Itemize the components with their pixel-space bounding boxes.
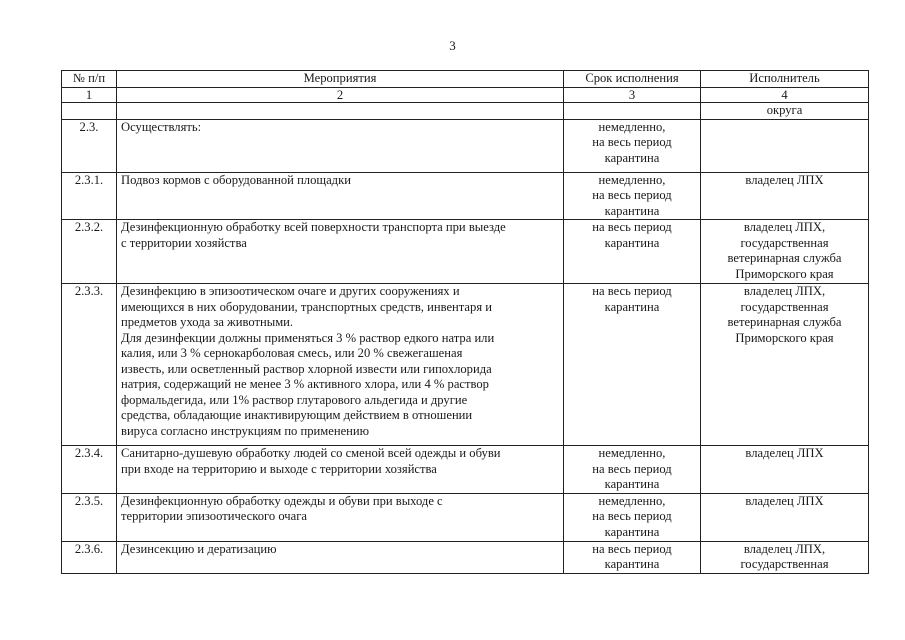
row-executor [701, 541, 869, 573]
row-deadline-line: на весь период [592, 509, 672, 523]
row-deadline [564, 493, 701, 541]
row-executor [701, 493, 869, 541]
table-row [62, 119, 869, 172]
row-number: 2.3.2. [62, 220, 117, 284]
row-deadline [564, 220, 701, 284]
row-deadline-line: немедленно, [598, 493, 666, 508]
row-deadline-line: карантина [604, 203, 660, 218]
table-header-row [62, 71, 869, 88]
row-executor [701, 284, 869, 446]
row-measure-line: территории эпизоотического очага [121, 509, 307, 523]
row-deadline-line: карантина [604, 299, 660, 314]
row-measure [117, 220, 564, 284]
row-number [62, 103, 117, 120]
column-number: 2 [117, 88, 564, 103]
row-executor-line: Приморского края [735, 266, 834, 281]
row-executor-line: ветеринарная служба [727, 251, 842, 265]
row-measure-line: Для дезинфекции должны применяться 3 % раствор едкого натра или [121, 330, 495, 345]
row-deadline-line: на весь период [592, 461, 672, 476]
row-measure-line: средства, обладающие инактивирующим действием в отношении [121, 408, 473, 422]
row-deadline [564, 284, 701, 446]
row-executor-line: государственная [740, 299, 829, 314]
row-measure-line: формальдегида, или 1% раствор глутарового альдегида и другие [121, 392, 468, 407]
table-row [62, 284, 869, 446]
row-measure [117, 493, 564, 541]
row-deadline [564, 103, 701, 120]
row-measure-line: вируса согласно инструкциям по применению [121, 423, 370, 438]
row-deadline-line: карантина [604, 235, 660, 250]
row-measure-line: калия, или 3 % сернокарболовая смесь, или 20 % свежегашеная [121, 346, 463, 360]
row-deadline-line: на весь период [592, 220, 672, 234]
row-deadline-line: на весь период [592, 541, 672, 556]
column-number: 3 [564, 88, 701, 103]
table-row [62, 446, 869, 494]
table-row [62, 172, 869, 220]
row-measure-line: известь, или осветленный раствор хлорной извести или гипохлорида [121, 361, 492, 376]
row-measure [117, 446, 564, 494]
row-deadline-line: немедленно, [598, 446, 666, 460]
table-row [62, 103, 869, 120]
row-measure-line: имеющихся в них оборудовании, транспортных средств, инвентаря и [121, 299, 493, 314]
row-measure-line: Дезинсекцию и дератизацию [121, 541, 277, 556]
header-deadline: Срок исполнения [564, 71, 701, 88]
measures-table [61, 70, 869, 574]
row-deadline [564, 446, 701, 494]
row-measure-line: Дезинфекцию в эпизоотическом очаге и других сооружениях и [121, 284, 460, 298]
row-measure-line: Осуществлять: [121, 119, 202, 134]
row-number: 2.3.1. [62, 172, 117, 220]
row-measure-line: с территории хозяйства [121, 235, 247, 250]
row-deadline-line: немедленно, [598, 172, 666, 187]
column-number: 4 [701, 88, 869, 103]
row-executor-line: владелец ЛПХ, [743, 541, 826, 556]
row-measure-line: Дезинфекционную обработку одежды и обуви при выходе с [121, 493, 443, 508]
row-measure-line: Дезинфекционную обработку всей поверхности транспорта при выезде [121, 220, 506, 234]
table-row [62, 493, 869, 541]
row-deadline-line: немедленно, [598, 119, 666, 134]
row-executor-line: государственная [740, 235, 829, 250]
row-number: 2.3.5. [62, 493, 117, 541]
row-deadline-line: карантина [604, 524, 660, 539]
row-deadline [564, 172, 701, 220]
row-executor-line: владелец ЛПХ [745, 172, 824, 187]
row-measure-line: натрия, содержащий не менее 3 % активного хлора, или 4 % раствор [121, 377, 489, 391]
row-number: 2.3. [62, 119, 117, 172]
row-executor [701, 446, 869, 494]
row-executor-line: государственная [740, 557, 829, 571]
row-executor-line: ветеринарная служба [727, 315, 842, 329]
header-number: № п/п [62, 71, 117, 88]
row-executor-line: владелец ЛПХ [745, 446, 824, 460]
column-number: 1 [62, 88, 117, 103]
row-number: 2.3.3. [62, 284, 117, 446]
row-measure [117, 541, 564, 573]
row-deadline-line: карантина [604, 557, 660, 571]
row-executor-line: владелец ЛПХ, [743, 284, 826, 298]
row-measure [117, 172, 564, 220]
page-number: 3 [449, 38, 456, 53]
row-measure-line: предметов ухода за животными. [121, 315, 294, 329]
row-deadline-line: на весь период [592, 135, 672, 149]
row-executor-line: владелец ЛПХ, [743, 220, 826, 234]
row-deadline [564, 119, 701, 172]
row-executor [701, 220, 869, 284]
row-deadline-line: карантина [604, 150, 660, 165]
row-executor [701, 172, 869, 220]
row-executor [701, 103, 869, 120]
table-row [62, 220, 869, 284]
row-measure-line: Подвоз кормов с оборудованной площадки [121, 172, 351, 187]
row-number: 2.3.4. [62, 446, 117, 494]
row-executor-line: округа [766, 103, 803, 117]
row-deadline-line: на весь период [592, 284, 672, 298]
row-measure [117, 103, 564, 120]
row-measure [117, 284, 564, 446]
row-number: 2.3.6. [62, 541, 117, 573]
header-executor: Исполнитель [701, 71, 869, 88]
row-measure-line: при входе на территорию и выходе с территории хозяйства [121, 461, 437, 476]
table-row [62, 541, 869, 573]
row-deadline-line: карантина [604, 477, 660, 491]
row-measure [117, 119, 564, 172]
table-body [62, 103, 869, 574]
row-executor-line: Приморского края [735, 330, 834, 345]
header-measures: Мероприятия [117, 71, 564, 88]
column-numbers-row [62, 88, 869, 103]
row-measure-line: Санитарно-душевую обработку людей со сменой всей одежды и обуви [121, 446, 501, 460]
row-deadline [564, 541, 701, 573]
row-executor-line: владелец ЛПХ [745, 493, 824, 508]
row-executor [701, 119, 869, 172]
row-deadline-line: на весь период [592, 188, 672, 202]
